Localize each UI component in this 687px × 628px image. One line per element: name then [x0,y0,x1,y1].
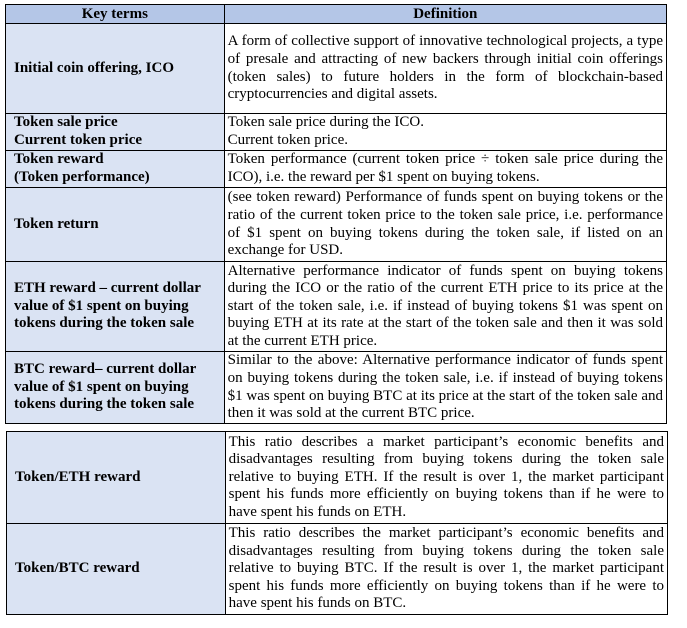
header-definition: Definition [224,5,666,24]
table-row [7,524,668,615]
table-row [6,352,667,424]
table-row [7,432,668,524]
definition-cell: This ratio describes a market participant’s economic benefits and disadvantages resulting from buying tokens during the token sale relative to buying ETH. If the result is over 1, the market participant spent his funds more efficiently on buying tokens than if he were to have spent his funds on ETH. [225,432,667,524]
header-key-terms: Key terms [6,5,225,24]
term-cell: BTC reward– current dollar value of $1 spent on buying tokens during the token sale [6,352,225,424]
key-terms-table [5,4,667,424]
term-cell: Token/ETH reward [7,432,226,524]
definition-cell: Similar to the above: Alternative performance indicator of funds spent on buying tokens during the token sale, i.e. if instead of buying tokens $1 was spent on buying BTC at its price at the start of the token sale and then it was sold at the current BTC price. [224,352,666,424]
definition-cell: A form of collective support of innovative technological projects, a type of presale and attracting of new backers through initial coin offerings (token sales) to future holders in the form of blockchain-based cryptocurrencies and digital assets. [224,24,666,114]
term-cell: Token return [6,188,225,262]
table-row [6,188,667,262]
definition-cell: Alternative performance indicator of funds spent on buying tokens during the ICO or the ratio of the current ETH price to its price at the start of the token sale, i.e. if instead of buying tokens $1 was spent on buying ETH at its rate at the start of the token sale and then it was sold at the current ETH price. [224,262,666,352]
table-header-row [6,5,667,24]
definition-cell: Token performance (current token price ÷ token sale price during the ICO), i.e. the reward per $1 spent on buying tokens. [224,151,666,188]
term-cell: Initial coin offering, ICO [6,24,225,114]
definition-cell: (see token reward) Performance of funds spent on buying tokens or the ratio of the current token price to the token sale price, i.e. performance of $1 spent on buying tokens during the token sale, if listed on an exchange for USD. [224,188,666,262]
definition-cell: This ratio describes the market participant’s economic benefits and disadvantages resulting from buying tokens during the token sale relative to buying BTC. If the result is over 1, the market participant spent his funds more efficiently on buying tokens than if he were to have spent his funds on BTC. [225,524,667,615]
table-row [6,151,667,188]
term-cell: Token sale price Current token price [6,114,225,151]
term-cell: Token/BTC reward [7,524,226,615]
table-row [6,24,667,114]
definition-cell: Token sale price during the ICO. Current token price. [224,114,666,151]
table-row [6,262,667,352]
term-cell: Token reward (Token performance) [6,151,225,188]
term-cell: ETH reward – current dollar value of $1 spent on buying tokens during the token sale [6,262,225,352]
table-row [6,114,667,151]
key-terms-table-continued [6,431,668,615]
